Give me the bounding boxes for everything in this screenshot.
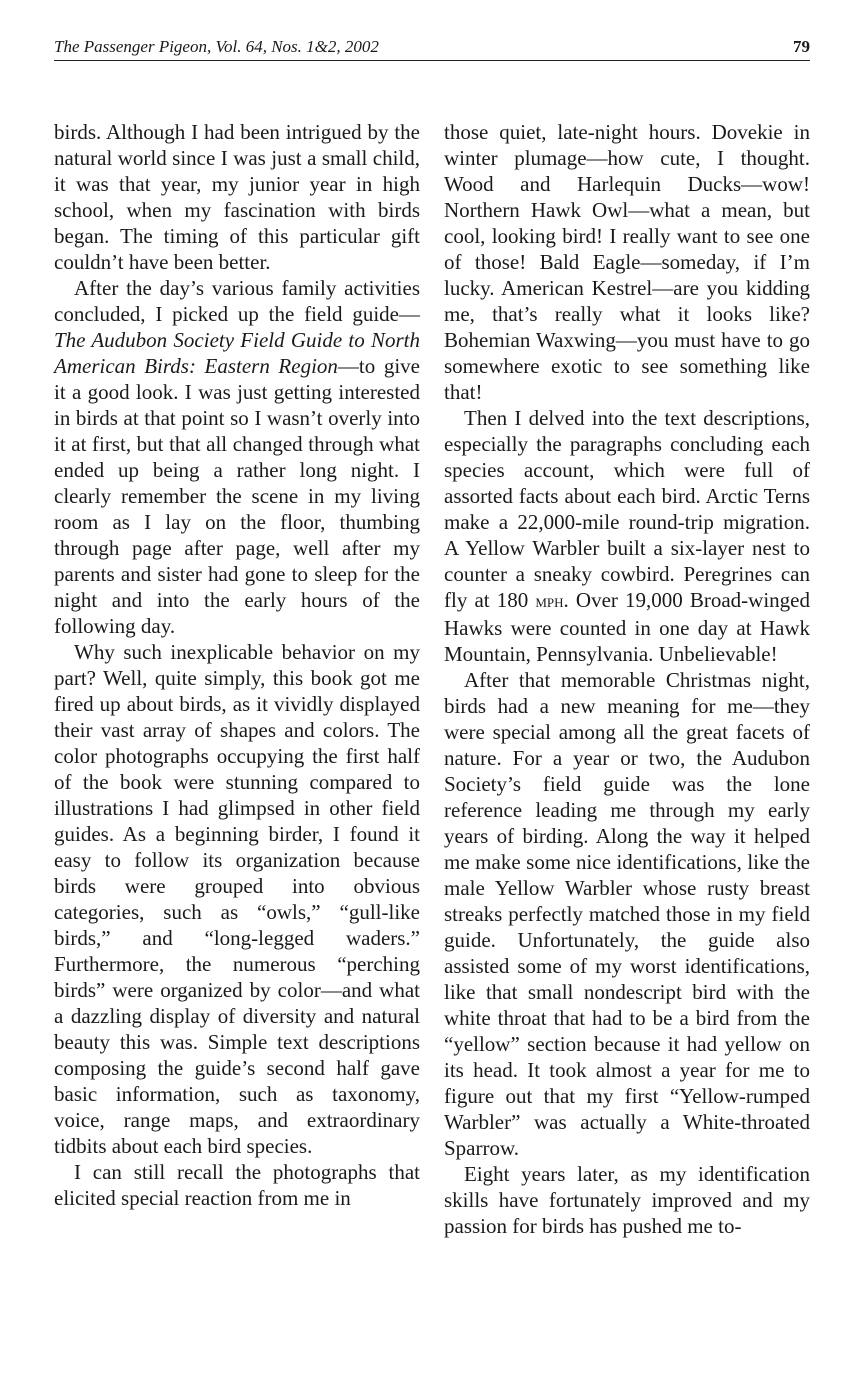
paragraph: birds. Although I had been intrigued by the natural world since I was just a small child, it was that year, my junior year in high school, when my fascination with birds began. The timing of this particular gift couldn’t have been better. [54,120,420,274]
paragraph-text: —to give it a good look. I was just getting interested in birds at that point so I wasn’t overly into it at first, but that all changed through what ended up being a rather long night. I clearly remember the scene in my living room as I lay on the floor, thumbing through page after page, well after my parents and sister had gone to sleep for the night and into the early hours of the following day. [54,354,420,638]
journal-citation: The Passenger Pigeon, Vol. 64, Nos. 1&2, 2002 [54,37,379,56]
paragraph [54,275,420,639]
paragraph: Eight years later, as my identification skills have fortunately improved and my passion for birds has pushed me to- [444,1162,810,1238]
paragraph-text: . Over 19,000 Broad-winged Hawks were counted in one day at Hawk Mountain, Pennsylvania. Unbelievable! [444,588,810,666]
paragraph: Why such inexplicable behavior on my part? Well, quite simply, this book got me fired up about birds, as it vividly displayed their vast array of shapes and colors. The color photographs occupying the first half of the book were stunning compared to illustrations I had glimpsed in other field guides. As a beginning birder, I found it easy to follow its organization because birds were grouped into obvious categories, such as “owls,” “gull-like birds,” and “long-legged waders.” Furthermore, the numerous “perching birds” were organized by color—and what a dazzling display of diversity and natural beauty this was. Simple text descriptions composing the guide’s second half gave basic information, such as taxonomy, voice, range maps, and extraordinary tidbits about each bird species. [54,640,420,1158]
paragraph-text: After the day’s various family activities concluded, I picked up the field guide— [54,276,420,326]
paragraph [444,405,810,667]
running-header [54,36,810,61]
speed-unit: mph [535,591,564,612]
paragraph: After that memorable Christmas night, birds had a new meaning for me—they were special among all the great facets of nature. For a year or two, the Audubon Society’s field guide was the lone reference leading me through my early years of birding. Along the way it helped me make some nice identifications, like the male Yellow Warbler whose rusty breast streaks perfectly matched those in my field guide. Unfortunately, the guide also assisted some of my worst identifications, like that small nondescript bird with the white throat that had to be a bird from the “yellow” section because it had yellow on its head. It took almost a year for me to figure out that my first “Yellow-rumped Warbler” was actually a White-throated Sparrow. [444,668,810,1160]
left-column [54,119,420,1211]
right-column [444,119,810,1239]
book-title: The Audubon Society Field Guide to North American Birds: Eastern Region [54,328,420,378]
paragraph: those quiet, late-night hours. Dovekie in winter plumage—how cute, I thought. Wood and Harlequin Ducks—wow! Northern Hawk Owl—what a mean, but cool, looking bird! I really want to see one of those! Bald Eagle—someday, if I’m lucky. American Kestrel—are you kidding me, that’s really what it looks like? Bohemian Waxwing—you must have to go somewhere exotic to see something like that! [444,120,810,404]
paragraph: I can still recall the photographs that elicited special reaction from me in [54,1160,420,1210]
paragraph-text: Then I delved into the text descriptions, especially the paragraphs concluding each species account, which were full of assorted facts about each bird. Arctic Terns make a 22,000-mile round-trip migration. A Yellow Warbler built a six-layer nest to counter a sneaky cowbird. Peregrines can fly at 180 [444,406,810,612]
page-number: 79 [793,37,810,56]
